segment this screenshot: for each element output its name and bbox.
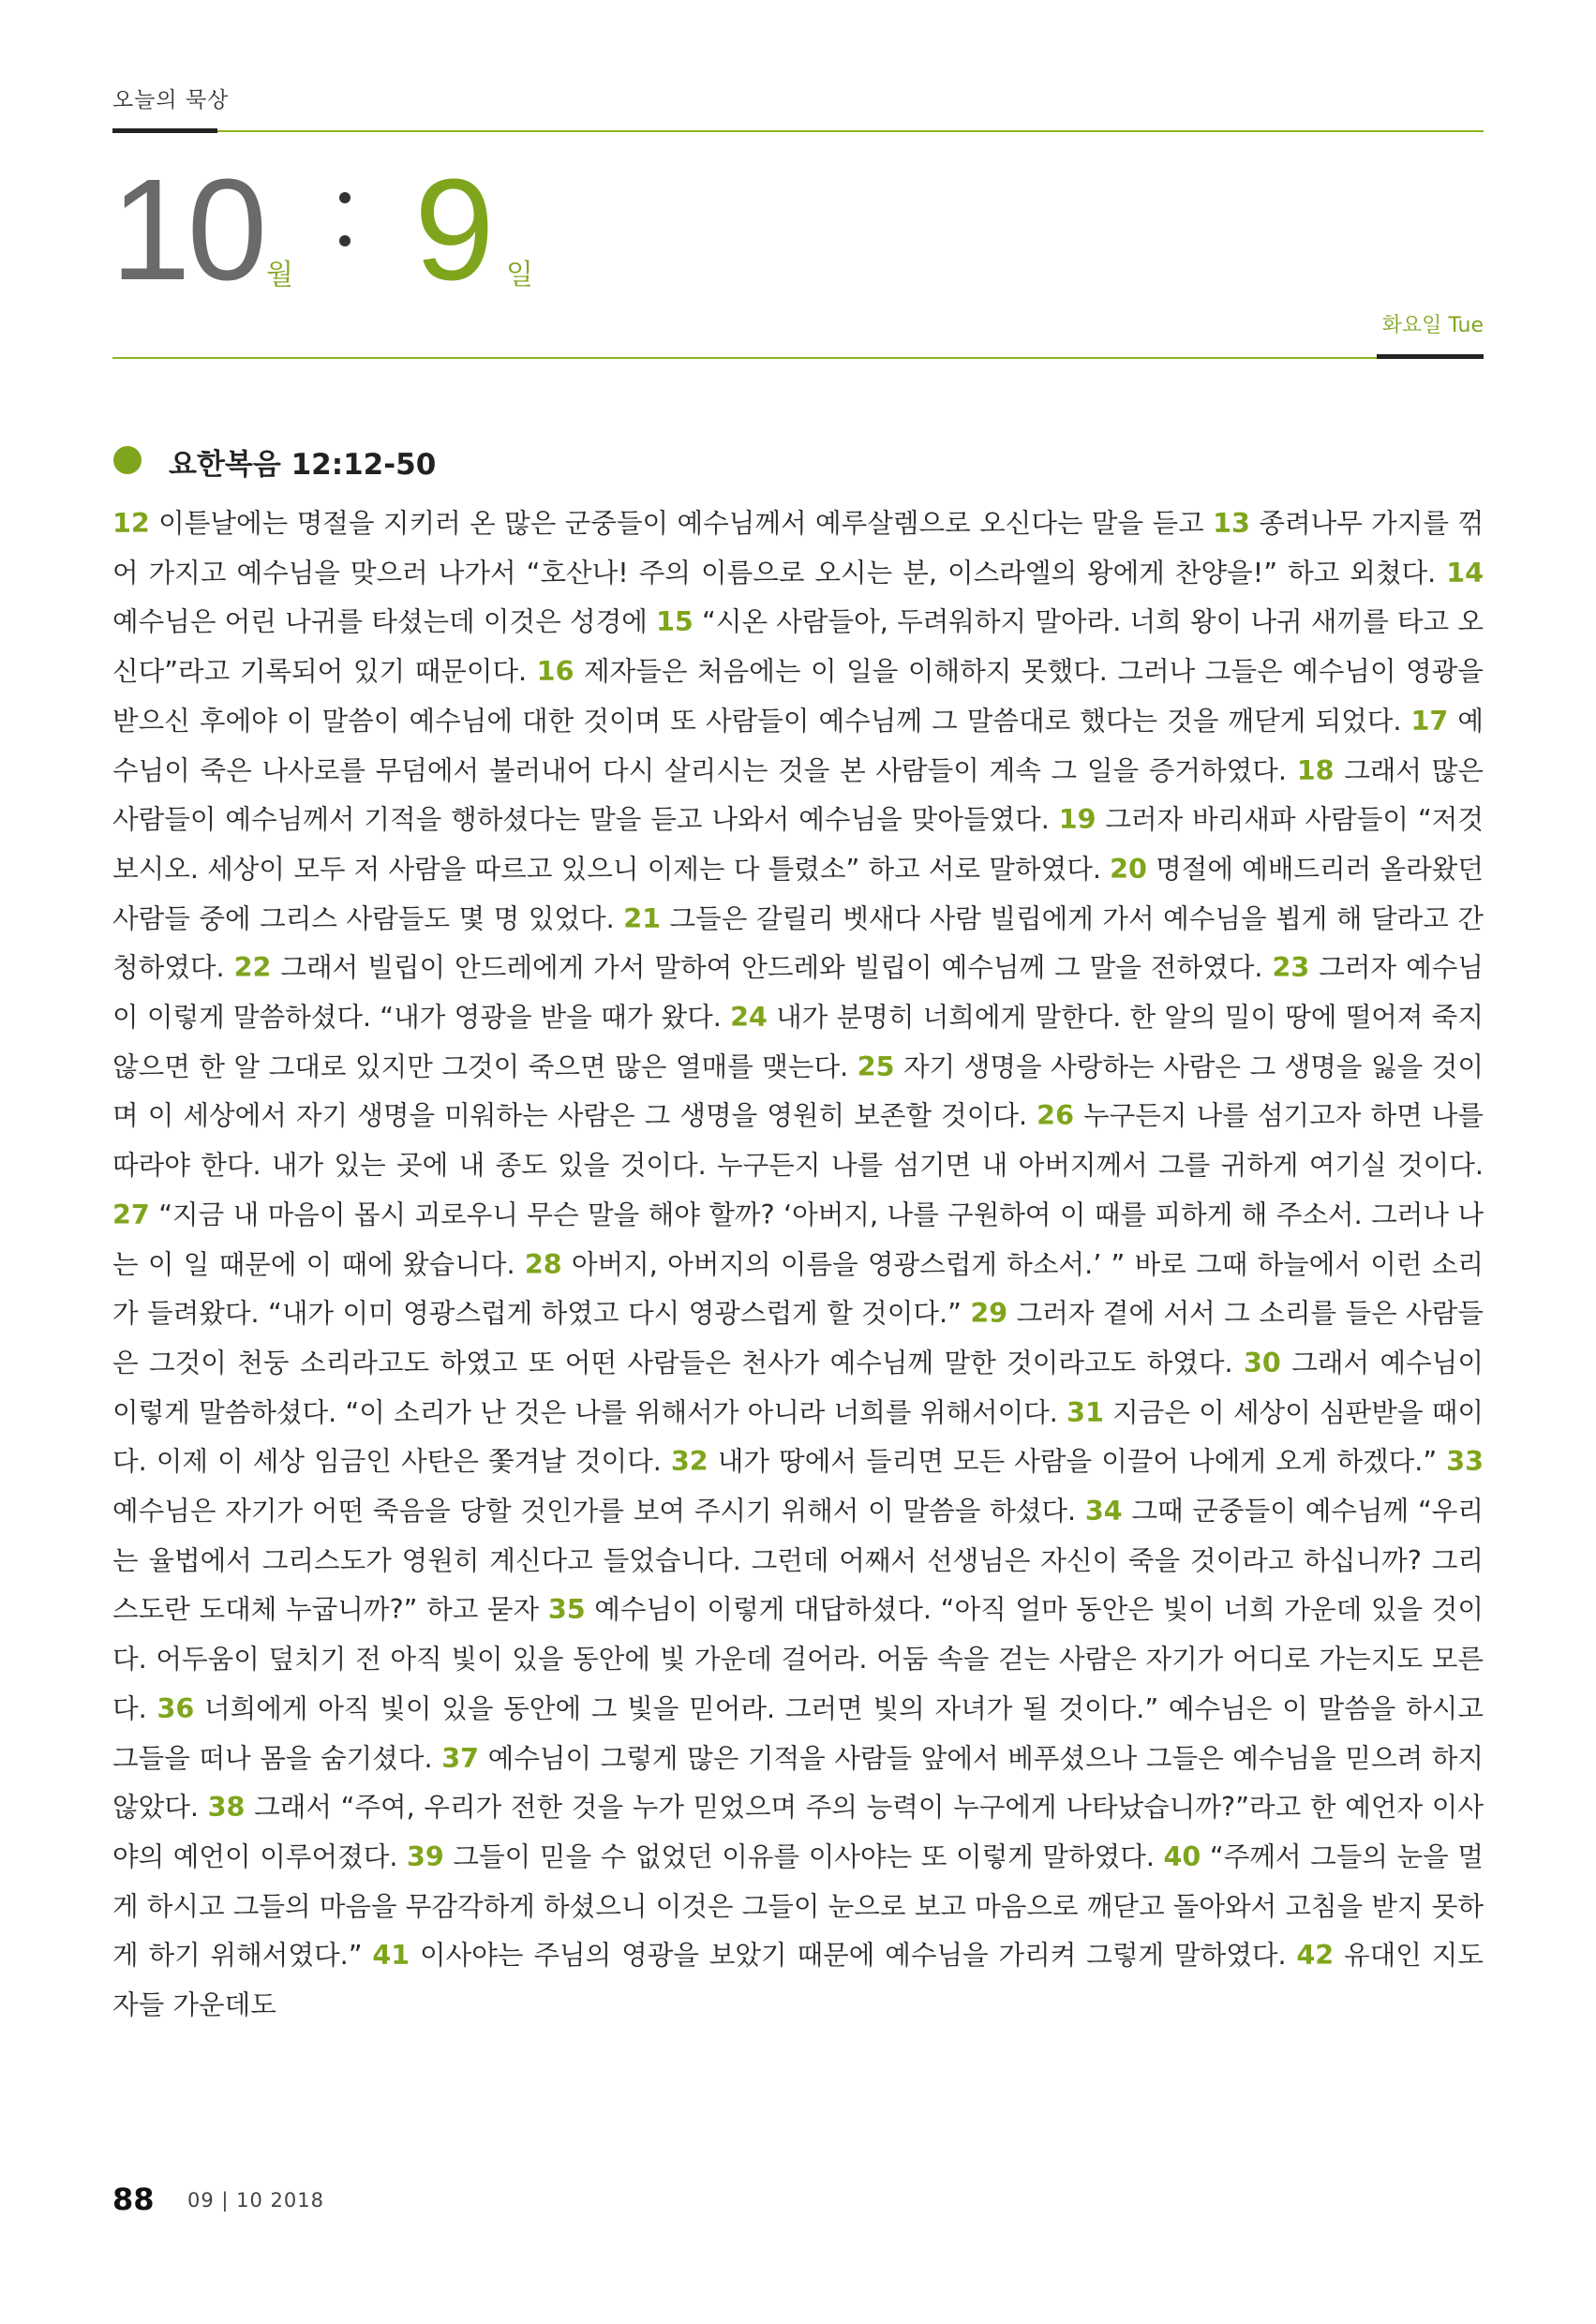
verse-text: 자기 생명을 사랑하는 사람은 그 생명을 잃을 것이며 이 세상에서 자기 생명을 미워하는 사람은 그 생명을 영원히 보존할 것이다. <box>112 1050 1484 1132</box>
verse-text: 그들이 믿을 수 없었던 이유를 이사야는 또 이렇게 말하였다. <box>453 1840 1155 1872</box>
verse-number: 41 <box>372 1939 410 1972</box>
verse-text: 그러자 예수님이 이렇게 말씀하셨다. “내가 영광을 받을 때가 왔다. <box>112 951 1484 1034</box>
header-accent-bar <box>112 128 217 133</box>
passage-title: 요한복음 12:12-50 <box>169 448 437 482</box>
verse-number: 29 <box>970 1297 1008 1330</box>
verse-number: 38 <box>207 1791 246 1824</box>
verse-number: 14 <box>1446 556 1484 588</box>
verse-number: 27 <box>112 1198 150 1230</box>
verse-text: 그래서 예수님이 이렇게 말씀하셨다. “이 소리가 난 것은 나를 위해서가 아니라 너희를 위해서이다. <box>112 1346 1484 1428</box>
verse-text: “주께서 그들의 눈을 멀게 하시고 그들의 마음을 무감각하게 하셨으니 이것은 그들이 눈으로 보고 마음으로 깨닫고 돌아와서 고침을 받지 못하게 하기 위해서였다.” <box>112 1840 1484 1972</box>
verse-text: 내가 땅에서 들리면 모든 사람을 이끌어 나에게 오게 하겠다.” <box>717 1445 1438 1478</box>
verse-text: 그러자 바리새파 사람들이 “저것 보시오. 세상이 모두 저 사람을 따르고 있으니 이제는 다 틀렸소” 하고 서로 말하였다. <box>112 803 1484 885</box>
verse-text: 예수님은 자기가 어떤 죽음을 당할 것인가를 보여 주시기 위해서 이 말씀을 하셨다. <box>112 1495 1077 1527</box>
verse-text: 제자들은 처음에는 이 일을 이해하지 못했다. 그러나 그들은 예수님이 영광을 받으신 후에야 이 말씀이 예수님에 대한 것이며 또 사람들이 예수님께 그 말씀대로 했다는 것을 깨닫게 되었다. <box>112 655 1484 737</box>
verse-number: 16 <box>536 655 574 688</box>
page-number: 88 <box>112 2182 155 2217</box>
verse-text: 이사야는 주님의 영광을 보았기 때문에 예수님을 가리켜 그렇게 말하였다. <box>420 1939 1287 1972</box>
verse-number: 22 <box>233 951 272 984</box>
scripture-text <box>112 499 1484 2030</box>
verse-text: “지금 내 마음이 몹시 괴로우니 무슨 말을 해야 할까? ‘아버지, 나를 구원하여 이 때를 피하게 해 주소서. 그러나 나는 이 일 때문에 이 때에 왔습니다. <box>112 1198 1484 1280</box>
date-day-unit: 일 <box>506 259 533 291</box>
verse-text: 종려나무 가지를 꺾어 가지고 예수님을 맞으러 나가서 “호산나! 주의 이름으로 오시는 분, 이스라엘의 왕에게 찬양을!” 하고 외쳤다. <box>112 507 1484 588</box>
weekday-label: 화요일 Tue <box>1381 314 1484 337</box>
verse-number: 32 <box>670 1445 709 1478</box>
verse-number: 31 <box>1066 1395 1104 1428</box>
verse-number: 24 <box>730 1001 768 1034</box>
section-label: 오늘의 묵상 <box>112 88 230 112</box>
date-month: 10 <box>111 149 264 310</box>
passage-bullet-icon <box>113 446 142 474</box>
date-colon <box>339 192 352 278</box>
verse-text: 그래서 많은 사람들이 예수님께서 기적을 행하셨다는 말을 듣고 나와서 예수님을 맞아들였다. <box>112 753 1484 836</box>
header-bottom-rule <box>112 357 1484 359</box>
verse-number: 42 <box>1296 1939 1335 1972</box>
verse-number: 39 <box>407 1840 444 1872</box>
verse-number: 13 <box>1213 507 1250 539</box>
verse-number: 35 <box>547 1593 586 1626</box>
date-day: 9 <box>414 149 495 310</box>
verse-number: 30 <box>1244 1346 1281 1378</box>
verse-number: 19 <box>1058 803 1096 836</box>
verse-text: 그래서 빌립이 안드레에게 가서 말하여 안드레와 빌립이 예수님께 그 말을 전하였다. <box>280 951 1263 984</box>
verse-text: 유대인 지도자들 가운데도 <box>112 1939 1484 2021</box>
verse-number: 15 <box>656 605 694 638</box>
verse-text: 명절에 예배드리러 올라왔던 사람들 중에 그리스 사람들도 몇 명 있었다. <box>112 852 1484 934</box>
verse-text: 아버지, 아버지의 이름을 영광스럽게 하소서.’ ” 바로 그때 하늘에서 이런 소리가 들려왔다. “내가 이미 영광스럽게 하였고 다시 영광스럽게 할 것이다.” <box>112 1247 1484 1330</box>
verse-text: 예수님이 그렇게 많은 기적을 사람들 앞에서 베푸셨으나 그들은 예수님을 믿으려 하지 않았다. <box>112 1741 1484 1824</box>
verse-text: 그래서 “주여, 우리가 전한 것을 누가 믿었으며 주의 능력이 누구에게 나타났습니까?”라고 한 예언자 이사야의 예언이 이루어졌다. <box>112 1791 1484 1872</box>
verse-number: 28 <box>524 1247 562 1280</box>
verse-text: 그들은 갈릴리 벳새다 사람 빌립에게 가서 예수님을 뵙게 해 달라고 간청하였다. <box>112 901 1484 984</box>
verse-text: 이튿날에는 명절을 지키러 온 많은 군중들이 예수님께서 예루살렘으로 오신다는 말을 듣고 <box>158 507 1204 539</box>
verse-number: 23 <box>1272 951 1310 984</box>
verse-number: 21 <box>623 901 662 934</box>
verse-text: 예수님이 죽은 나사로를 무덤에서 불러내어 다시 살리시는 것을 본 사람들이 계속 그 일을 증거하였다. <box>112 704 1484 786</box>
verse-number: 33 <box>1446 1445 1484 1478</box>
verse-number: 17 <box>1410 704 1449 737</box>
date-month-unit: 월 <box>266 259 293 291</box>
verse-number: 37 <box>441 1741 480 1774</box>
verse-number: 36 <box>157 1691 195 1724</box>
verse-text: 너희에게 아직 빛이 있을 동안에 그 빛을 믿어라. 그러면 빛의 자녀가 될 것이다.” 예수님은 이 말씀을 하시고 그들을 떠나 몸을 숨기셨다. <box>112 1691 1484 1774</box>
verse-text: “시온 사람들아, 두려워하지 말아라. 너희 왕이 나귀 새끼를 타고 오신다”라고 기록되어 있기 때문이다. <box>112 605 1484 688</box>
verse-text: 누구든지 나를 섬기고자 하면 나를 따라야 한다. 내가 있는 곳에 내 종도 있을 것이다. 누구든지 나를 섬기면 내 아버지께서 그를 귀하게 여기실 것이다. <box>112 1099 1484 1182</box>
weekday-accent-bar <box>1377 354 1484 359</box>
verse-number: 12 <box>112 507 150 539</box>
verse-number: 26 <box>1037 1099 1074 1132</box>
verse-text: 예수님이 이렇게 대답하셨다. “아직 얼마 동안은 빛이 너희 가운데 있을 것이다. 어두움이 덮치기 전 아직 빛이 있을 동안에 빛 가운데 걸어라. 어둠 속을 걷는 사람은 자기가 어디로 가는지도 모른다. <box>112 1593 1484 1724</box>
issue-date: 09 | 10 2018 <box>187 2189 324 2212</box>
verse-number: 34 <box>1084 1495 1123 1527</box>
verse-number: 25 <box>857 1050 895 1082</box>
verse-number: 18 <box>1296 753 1335 786</box>
verse-text: 예수님은 어린 나귀를 타셨는데 이것은 성경에 <box>112 605 648 638</box>
verse-number: 40 <box>1163 1840 1201 1872</box>
verse-text: 지금은 이 세상이 심판받을 때이다. 이제 이 세상 임금인 사탄은 쫓겨날 것이다. <box>112 1395 1484 1478</box>
verse-text: 그때 군중들이 예수님께 “우리는 율법에서 그리스도가 영원히 계신다고 들었습니다. 그런데 어째서 선생님은 자신이 죽을 것이라고 하십니까? 그리스도란 도대체 누굽니까?” 하고 묻자 <box>112 1495 1484 1626</box>
verse-text: 내가 분명히 너희에게 말한다. 한 알의 밀이 땅에 떨어져 죽지 않으면 한 알 그대로 있지만 그것이 죽으면 많은 열매를 맺는다. <box>112 1001 1484 1082</box>
verse-number: 20 <box>1110 852 1147 885</box>
header-top-rule <box>112 130 1484 132</box>
verse-text: 그러자 곁에 서서 그 소리를 들은 사람들은 그것이 천둥 소리라고도 하였고 또 어떤 사람들은 천사가 예수님께 말한 것이라고도 하였다. <box>112 1297 1484 1378</box>
